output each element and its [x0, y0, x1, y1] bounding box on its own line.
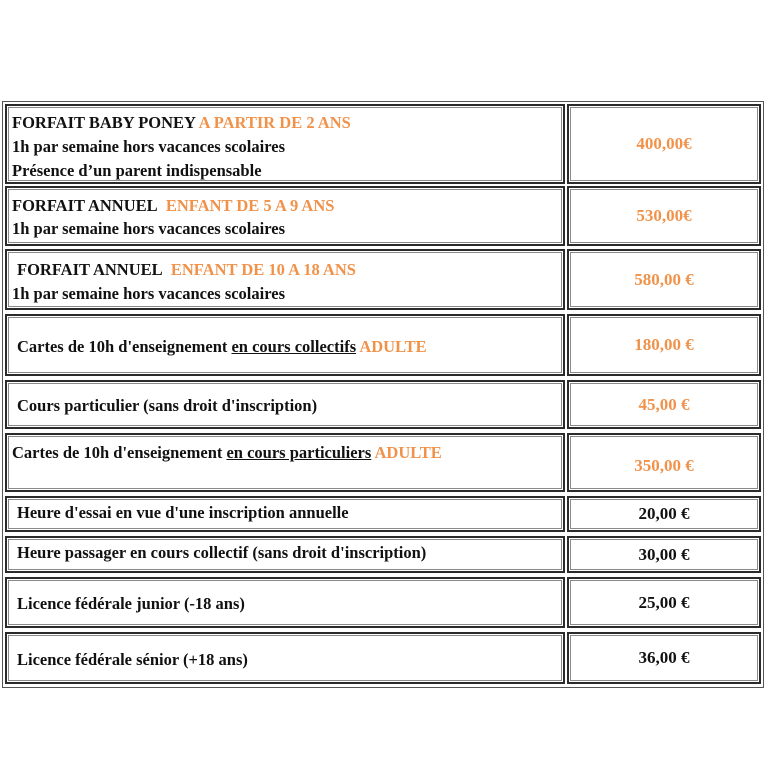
price-cell: 580,00 €	[567, 249, 761, 310]
row-detail: 1h par semaine hors vacances scolaires	[12, 137, 285, 156]
price-cell: 25,00 €	[567, 577, 761, 628]
description-cell	[5, 632, 565, 684]
description-cell	[5, 104, 565, 184]
underlined-text: en cours particuliers	[226, 443, 372, 462]
age-tag: A PARTIR DE 2 ANS	[198, 113, 351, 132]
description-cell	[5, 433, 565, 492]
row-detail: Présence d’un parent indispensable	[12, 161, 262, 180]
row-text: Heure d'essai en vue d'une inscription annuelle	[17, 503, 349, 522]
table-row	[3, 104, 763, 184]
description-cell	[5, 314, 565, 376]
row-title: FORFAIT BABY PONEY	[12, 113, 196, 132]
row-text: Heure passager en cours collectif (sans droit d'inscription)	[17, 543, 427, 562]
underlined-text: en cours collectifs	[231, 337, 357, 356]
table-row	[3, 496, 763, 532]
row-detail: 1h par semaine hors vacances scolaires	[12, 284, 285, 303]
row-text: Cours particulier (sans droit d'inscription)	[17, 396, 318, 415]
table-row	[3, 249, 763, 310]
price-table	[2, 101, 764, 688]
description-cell	[5, 496, 565, 532]
table-row	[3, 186, 763, 246]
row-title: FORFAIT ANNUEL	[17, 260, 163, 279]
table-row	[3, 433, 763, 492]
row-text: Cartes de 10h d'enseignement	[12, 443, 223, 462]
description-cell	[5, 536, 565, 573]
price-cell: 20,00 €	[567, 496, 761, 532]
table-row	[3, 632, 763, 684]
price-cell: 30,00 €	[567, 536, 761, 573]
age-tag: ENFANT DE 5 A 9 ANS	[165, 196, 335, 215]
description-cell	[5, 380, 565, 429]
age-tag: ENFANT DE 10 A 18 ANS	[170, 260, 356, 279]
row-title: FORFAIT ANNUEL	[12, 196, 158, 215]
price-cell: 36,00 €	[567, 632, 761, 684]
description-cell	[5, 577, 565, 628]
price-cell: 350,00 €	[567, 433, 761, 492]
table-row	[3, 536, 763, 573]
row-text: Cartes de 10h d'enseignement	[17, 337, 228, 356]
table-row	[3, 314, 763, 376]
price-cell: 180,00 €	[567, 314, 761, 376]
table-row	[3, 380, 763, 429]
description-cell	[5, 186, 565, 246]
row-detail: 1h par semaine hors vacances scolaires	[12, 219, 285, 238]
row-text: Licence fédérale junior (-18 ans)	[17, 594, 245, 613]
audience-tag: ADULTE	[374, 443, 442, 462]
row-text: Licence fédérale sénior (+18 ans)	[17, 650, 248, 669]
audience-tag: ADULTE	[359, 337, 427, 356]
price-cell: 400,00€	[567, 104, 761, 184]
table-row	[3, 577, 763, 628]
price-cell: 530,00€	[567, 186, 761, 246]
price-cell: 45,00 €	[567, 380, 761, 429]
description-cell	[5, 249, 565, 310]
